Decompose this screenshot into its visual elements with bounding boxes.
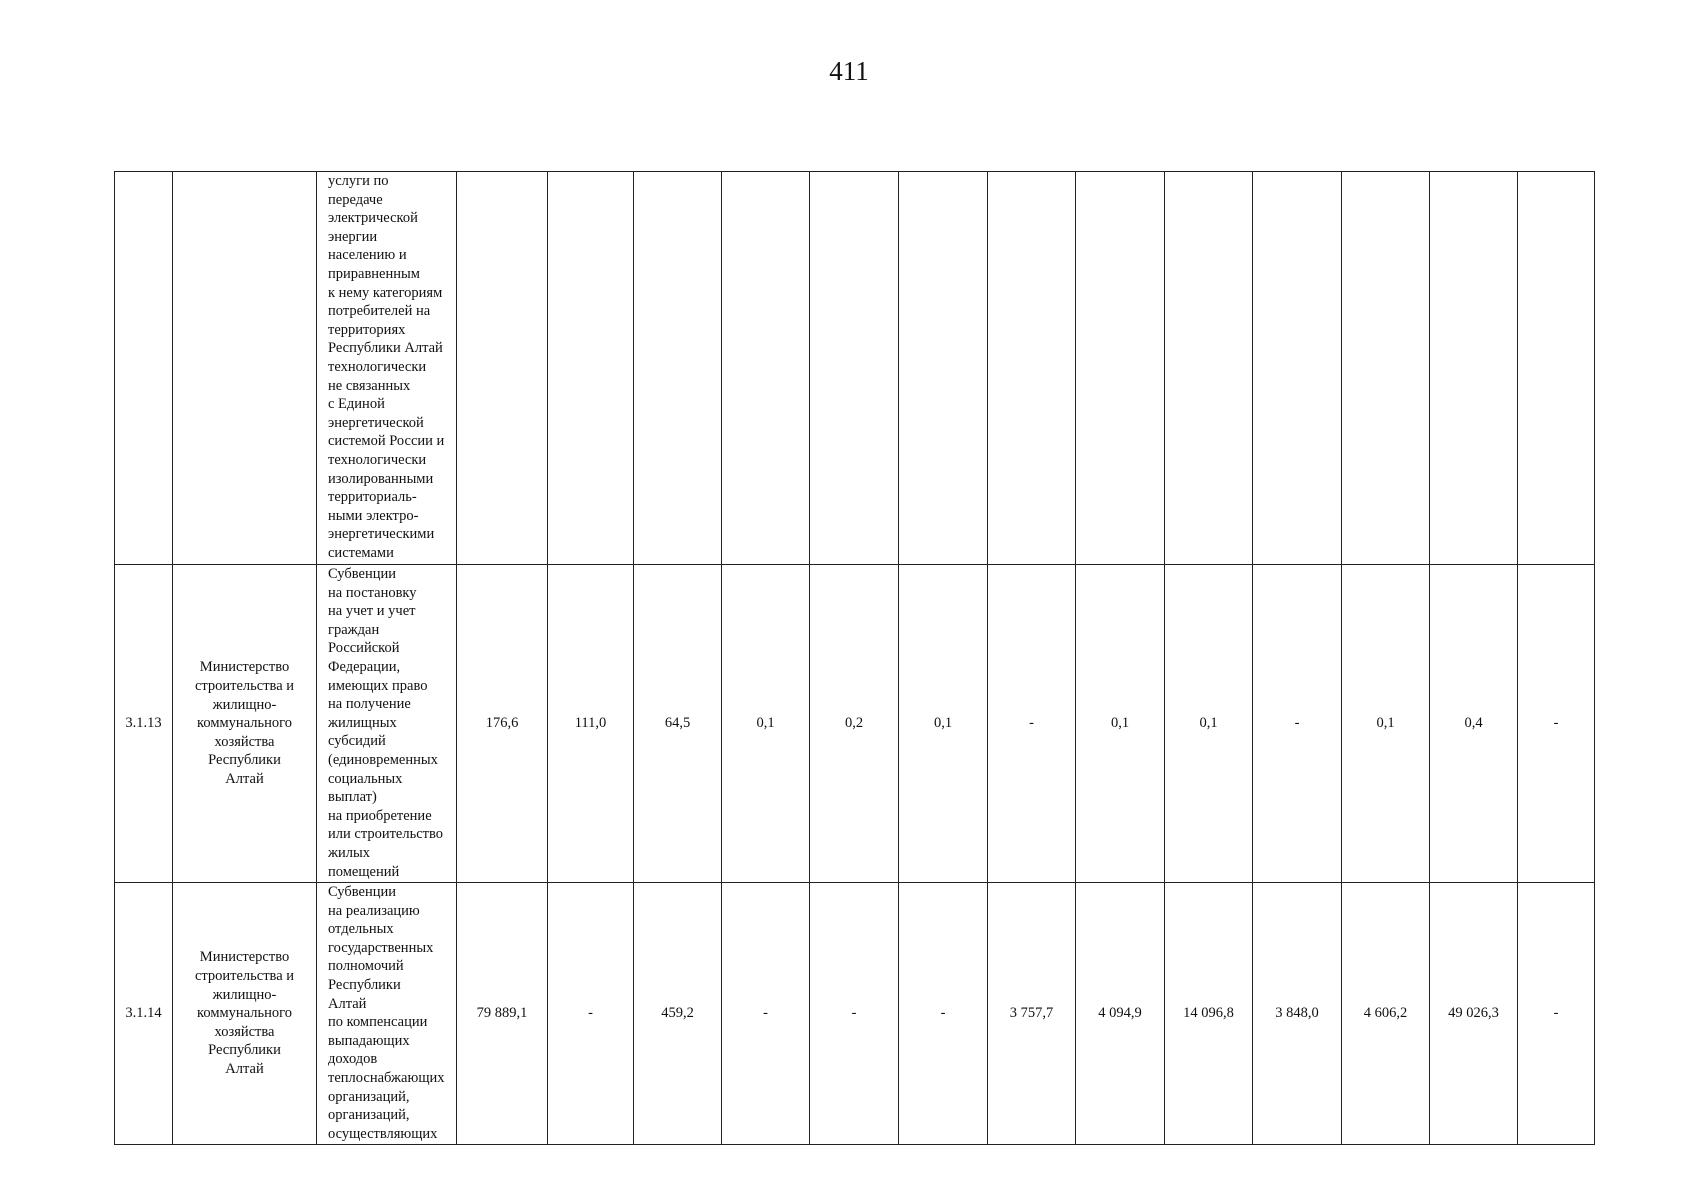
value-cell: 64,5 [634,565,722,883]
description-cell: Субвенции на реализацию отдельных государственных полномочий Республики Алтай по компенсации выпадающих доходов теплоснабжающих организаций, организаций, осуществляющих [317,883,457,1145]
value-cell: 49 026,3 [1430,883,1518,1145]
value-cell [634,172,722,565]
value-cell: 0,2 [810,565,899,883]
value-cell [988,172,1076,565]
value-cell: 0,1 [1165,565,1253,883]
value-cell [1430,172,1518,565]
value-cell [548,172,634,565]
value-cell: - [1518,883,1595,1145]
value-cell [1518,172,1595,565]
table-row [115,172,1595,565]
value-cell: - [988,565,1076,883]
value-cell: - [899,883,988,1145]
value-cell [899,172,988,565]
value-cell: 3 848,0 [1253,883,1342,1145]
value-cell: 111,0 [548,565,634,883]
row-number [115,172,173,565]
value-cell: - [548,883,634,1145]
value-cell [1165,172,1253,565]
value-cell [722,172,810,565]
table-row [115,565,1595,883]
value-cell: 0,1 [899,565,988,883]
value-cell: 3 757,7 [988,883,1076,1145]
organization-cell [173,172,317,565]
description-cell: услуги по передаче электрической энергии населению и приравненным к нему категориям потребителей на территориях Республики Алтай технологически не связанных с Единой энергетической системой России и технологически изолированными территориаль- ными электро- энергетическими системами [317,172,457,565]
organization-cell: Министерство строительства и жилищно- коммунального хозяйства Республики Алтай [173,883,317,1145]
value-cell: 79 889,1 [457,883,548,1145]
value-cell: - [1518,565,1595,883]
value-cell [457,172,548,565]
value-cell: - [1253,565,1342,883]
value-cell: 459,2 [634,883,722,1145]
value-cell [1342,172,1430,565]
value-cell: 14 096,8 [1165,883,1253,1145]
value-cell: - [810,883,899,1145]
row-number: 3.1.13 [115,565,173,883]
table-row [115,883,1595,1145]
value-cell [1253,172,1342,565]
organization-cell: Министерство строительства и жилищно- коммунального хозяйства Республики Алтай [173,565,317,883]
budget-table [114,171,1595,1145]
value-cell: 0,4 [1430,565,1518,883]
value-cell: 0,1 [1076,565,1165,883]
value-cell: 0,1 [722,565,810,883]
value-cell: 0,1 [1342,565,1430,883]
value-cell: 4 606,2 [1342,883,1430,1145]
value-cell: 176,6 [457,565,548,883]
row-number: 3.1.14 [115,883,173,1145]
value-cell: - [722,883,810,1145]
value-cell [810,172,899,565]
value-cell [1076,172,1165,565]
description-cell: Субвенции на постановку на учет и учет граждан Российской Федерации, имеющих право на получение жилищных субсидий (единовременных социальных выплат) на приобретение или строительство жилых помещений [317,565,457,883]
page-number: 411 [829,56,869,86]
value-cell: 4 094,9 [1076,883,1165,1145]
